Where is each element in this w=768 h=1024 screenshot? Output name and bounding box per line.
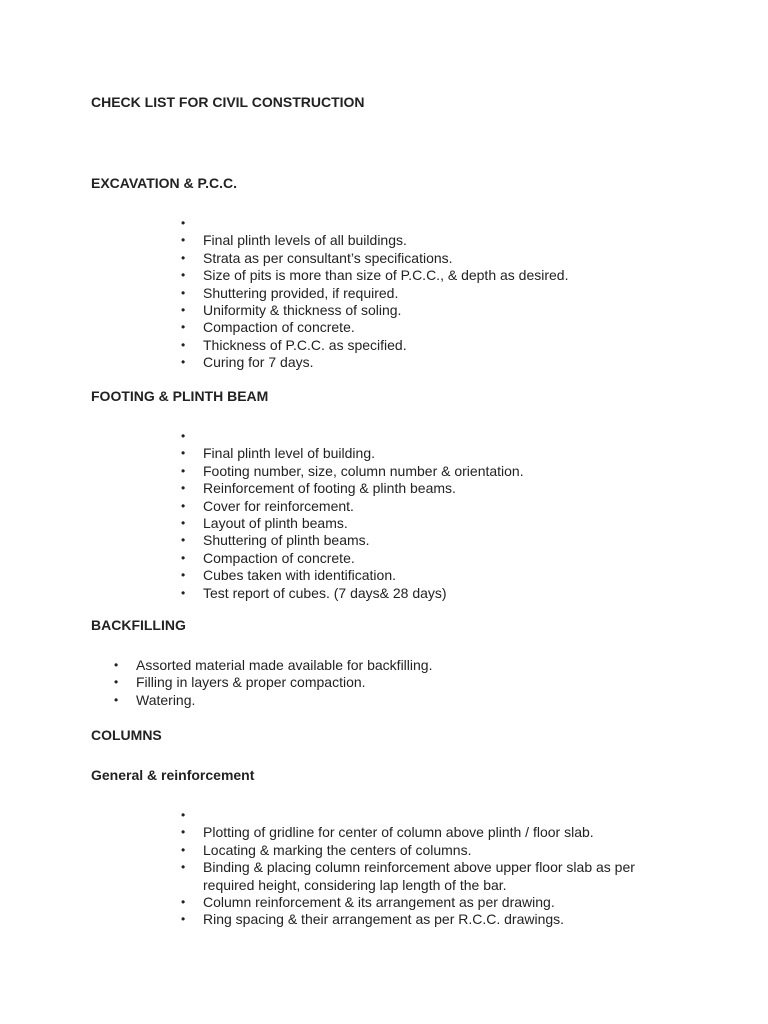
list-item: • Ring spacing & their arrangement as per R.C.C. drawings.	[203, 911, 683, 928]
list-item: • Filling in layers & proper compaction.	[136, 674, 616, 691]
list-item: • Reinforcement of footing & plinth beams.	[203, 480, 683, 497]
list-item: • Compaction of concrete.	[203, 319, 683, 336]
list-item: • Plotting of gridline for center of column above plinth / floor slab.	[203, 824, 683, 841]
section-heading-footing: FOOTING & PLINTH BEAM	[91, 388, 269, 404]
list-item	[203, 807, 683, 824]
list-item: • Locating & marking the centers of columns.	[203, 842, 683, 859]
footing-list	[203, 428, 683, 602]
list-item: • Test report of cubes. (7 days& 28 days)	[203, 585, 683, 602]
list-item: • Assorted material made available for backfilling.	[136, 657, 616, 674]
section-heading-excavation: EXCAVATION & P.C.C.	[91, 175, 237, 191]
list-item: • Final plinth level of building.	[203, 445, 683, 462]
list-item: • Cubes taken with identification.	[203, 567, 683, 584]
list-item: • Thickness of P.C.C. as specified.	[203, 337, 683, 354]
list-item: • Layout of plinth beams.	[203, 515, 683, 532]
list-item: • Shuttering provided, if required.	[203, 285, 683, 302]
document-title: CHECK LIST FOR CIVIL CONSTRUCTION	[91, 94, 365, 110]
list-item: • Compaction of concrete.	[203, 550, 683, 567]
section-heading-backfilling: BACKFILLING	[91, 617, 186, 633]
list-item: • Cover for reinforcement.	[203, 498, 683, 515]
columns-list	[203, 807, 683, 929]
section-heading-columns: COLUMNS	[91, 727, 162, 743]
list-item: • Final plinth levels of all buildings.	[203, 232, 683, 249]
list-item: • Watering.	[136, 692, 616, 709]
list-item	[203, 215, 683, 232]
excavation-list	[203, 215, 683, 372]
list-item	[203, 428, 683, 445]
list-item: • Size of pits is more than size of P.C.C., & depth as desired.	[203, 267, 683, 284]
list-item: • Strata as per consultant’s specifications.	[203, 250, 683, 267]
list-item: • Shuttering of plinth beams.	[203, 532, 683, 549]
list-item: • Column reinforcement & its arrangement as per drawing.	[203, 894, 683, 911]
list-item: • Curing for 7 days.	[203, 354, 683, 371]
backfilling-list	[136, 657, 616, 709]
list-item: • Uniformity & thickness of soling.	[203, 302, 683, 319]
subheading-general-reinforcement: General & reinforcement	[91, 767, 255, 783]
list-item: • Footing number, size, column number & orientation.	[203, 463, 683, 480]
list-item: • Binding & placing column reinforcement above upper floor slab as per required height, considering lap length of the bar.	[203, 859, 683, 894]
